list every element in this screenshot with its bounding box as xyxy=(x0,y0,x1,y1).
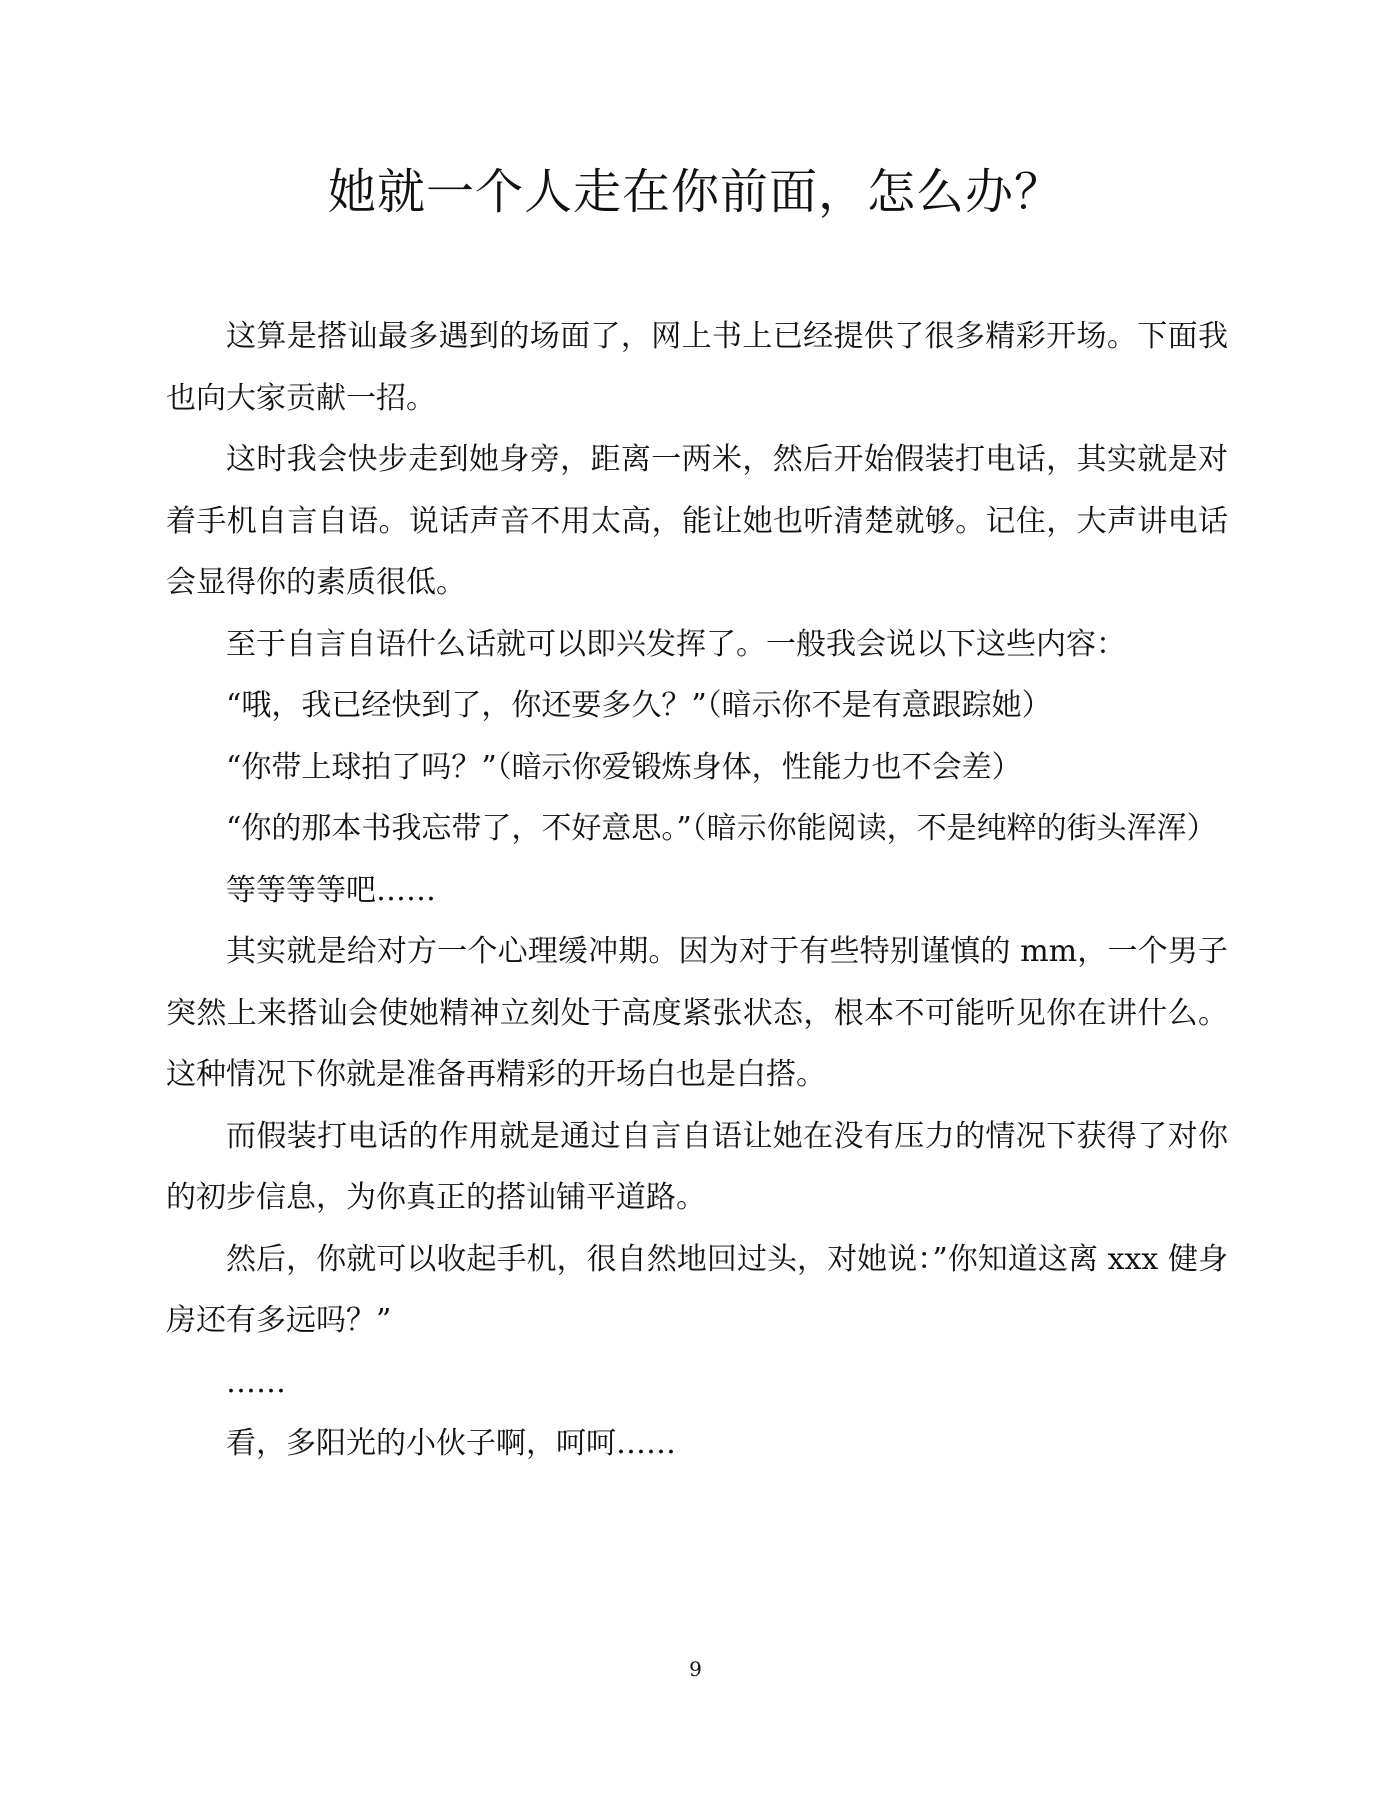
paragraph-11: …… xyxy=(226,1364,286,1400)
paragraph-1: 这算是搭讪最多遇到的场面了，网上书上已经提供了很多精彩开场。下面我也向大家贡献一招。 xyxy=(166,319,1228,416)
paragraph-3: 至于自言自语什么话就可以即兴发挥了。一般我会说以下这些内容： xyxy=(226,626,1126,662)
paragraph-9: 而假装打电话的作用就是通过自言自语让她在没有压力的情况下获得了对你的初步信息，为你真正的搭讪铺平道路。 xyxy=(166,1118,1228,1215)
paragraph-8: 其实就是给对方一个心理缓冲期。因为对于有些特别谨慎的 mm，一个男子突然上来搭讪会使她精神立刻处于高度紧张状态，根本不可能听见你在讲什么。这种情况下你就是准备再精彩的开场白也是白搭。 xyxy=(166,934,1228,1092)
paragraph-12: 看，多阳光的小伙子啊，呵呵…… xyxy=(226,1426,676,1461)
article-body xyxy=(166,306,1228,1475)
paragraph-10: 然后，你就可以收起手机，很自然地回过头，对她说：”你知道这离 xxx 健身房还有多远吗？” xyxy=(166,1241,1228,1338)
paragraph-2: 这时我会快步走到她身旁，距离一两米，然后开始假装打电话，其实就是对着手机自言自语。说话声音不用太高，能让她也听清楚就够。记住，大声讲电话会显得你的素质很低。 xyxy=(166,442,1228,600)
page-number: 9 xyxy=(689,1657,702,1681)
paragraph-5: “你带上球拍了吗？”（暗示你爱锻炼身体，性能力也不会差） xyxy=(226,749,1022,785)
paragraph-7: 等等等等吧…… xyxy=(226,872,436,908)
paragraph-4: “哦，我已经快到了，你还要多久？”（暗示你不是有意跟踪她） xyxy=(226,688,1052,723)
paragraph-6: “你的那本书我忘带了，不好意思。”（暗示你能阅读，不是纯粹的街头浑浑） xyxy=(226,811,1217,846)
page-title: 她就一个人走在你前面，怎么办？ xyxy=(327,164,1063,220)
